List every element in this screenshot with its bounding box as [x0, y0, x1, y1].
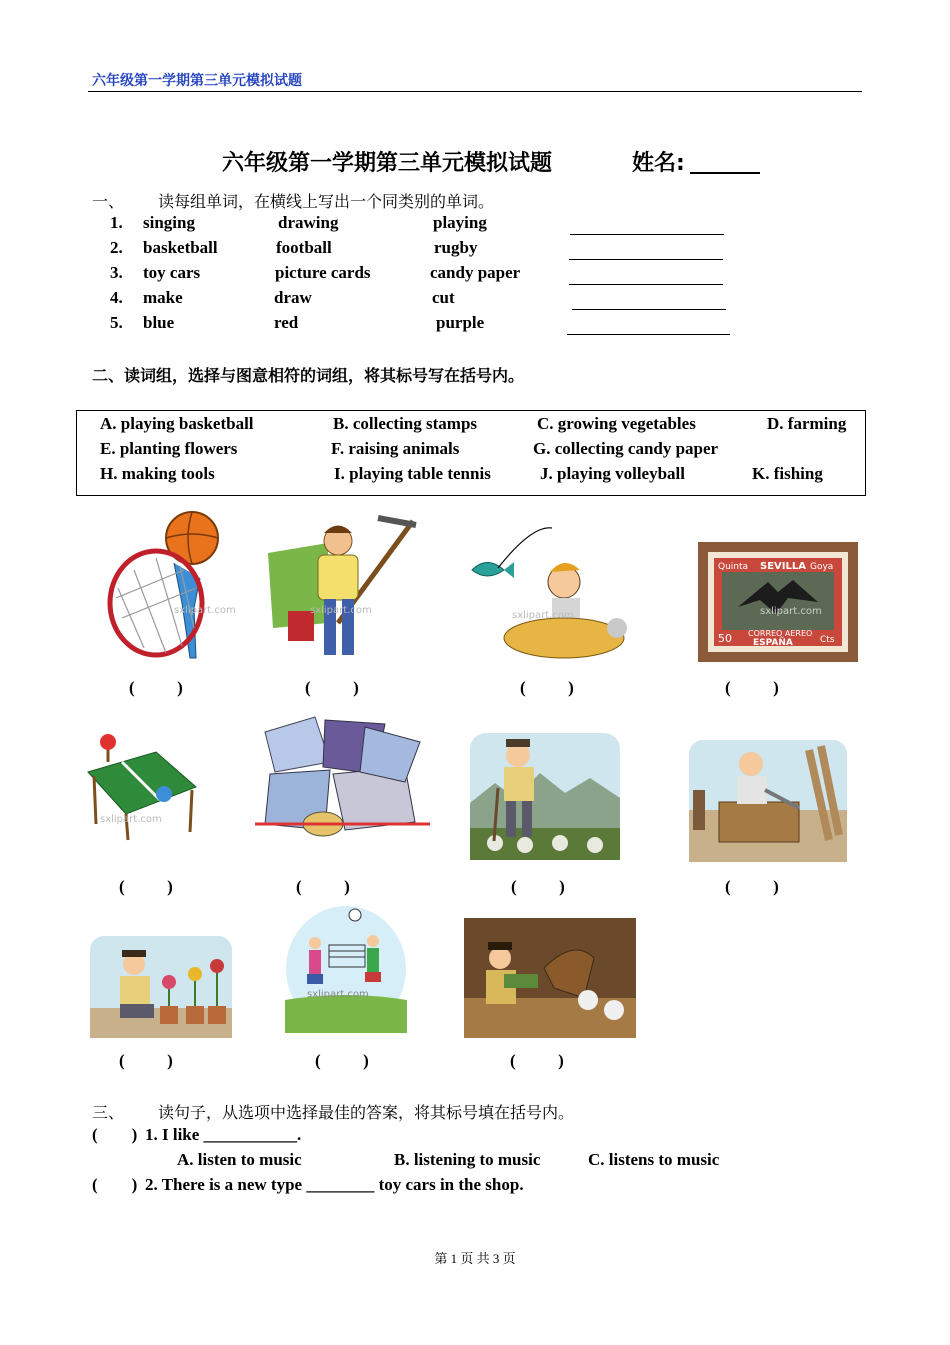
picture-fishing: [452, 520, 632, 662]
picture-candy-paper: [255, 712, 430, 862]
answer-paren[interactable]: ( ): [119, 1051, 173, 1070]
row-number: 2.: [110, 238, 123, 257]
watermark-text: sxlipart.com: [310, 605, 372, 616]
answer-paren[interactable]: ( ): [119, 877, 173, 896]
option: J. playing volleyball: [540, 464, 685, 483]
answer-paren[interactable]: ( ): [511, 877, 565, 896]
picture-table-tennis: [86, 732, 198, 842]
word: toy cars: [143, 263, 201, 282]
option: D. farming: [767, 414, 847, 433]
row-number: 4.: [110, 288, 123, 307]
answer-paren[interactable]: ( ): [510, 1051, 564, 1070]
running-header: 六年级第一学期第三单元模拟试题: [92, 73, 302, 89]
stamp-text: SEVILLA: [760, 561, 806, 572]
word: purple: [436, 313, 485, 332]
word: blue: [143, 313, 175, 332]
stamp-text: Quinta: [718, 562, 749, 572]
word: drawing: [278, 213, 339, 232]
picture-farmer-rake: [268, 513, 418, 663]
option: B. collecting stamps: [333, 414, 478, 433]
word: picture cards: [275, 263, 371, 282]
section1-instruction: 读每组单词，在横线上写出一个同类别的单词。: [158, 192, 495, 211]
word: football: [276, 238, 332, 257]
watermark-text: sxlipart.com: [760, 606, 822, 617]
word: rugby: [434, 238, 478, 257]
section2-instruction: 二、读词组，选择与图意相符的词组，将其标号写在括号内。: [92, 366, 525, 385]
answer-paren[interactable]: ( ): [725, 877, 779, 896]
answer-paren[interactable]: ( ): [296, 877, 350, 896]
option: A. listen to music: [177, 1150, 302, 1169]
option: E. planting flowers: [100, 439, 238, 458]
option: I. playing table tennis: [334, 464, 491, 483]
picture-stamp: [698, 542, 858, 662]
watermark-text: sxlipart.com: [100, 814, 162, 825]
answer-blank[interactable]: [572, 309, 726, 310]
picture-volleyball: [285, 905, 407, 1033]
option: H. making tools: [100, 464, 215, 483]
stamp-text: Goya: [810, 562, 834, 572]
option: C. growing vegetables: [537, 414, 696, 433]
word: cut: [432, 288, 455, 307]
option: B. listening to music: [394, 1150, 541, 1169]
word: playing: [433, 213, 487, 232]
answer-blank[interactable]: [569, 284, 723, 285]
answer-blank[interactable]: [569, 259, 723, 260]
question-1: 1. I like ___________.: [145, 1125, 302, 1144]
stamp-text: Cts: [820, 635, 835, 645]
option: G. collecting candy paper: [533, 439, 719, 458]
picture-growing-vegetables: [470, 733, 620, 860]
answer-paren[interactable]: ( ): [305, 678, 359, 697]
word: singing: [143, 213, 195, 232]
word: candy paper: [430, 263, 521, 282]
stamp-text: 50: [718, 632, 732, 645]
page-footer: 第 1 页 共 3 页: [434, 1251, 516, 1266]
row-number: 3.: [110, 263, 123, 282]
name-label: 姓名:: [632, 151, 685, 176]
answer-paren[interactable]: ( ): [129, 678, 183, 697]
answer-paren[interactable]: ( ): [315, 1051, 369, 1070]
picture-raising-animals: [464, 918, 636, 1038]
option: A. playing basketball: [100, 414, 254, 433]
name-blank: [690, 150, 760, 174]
section3-instruction: 读句子，从选项中选择最佳的答案，将其标号填在括号内。: [158, 1103, 575, 1122]
question-paren[interactable]: ( ): [92, 1125, 138, 1144]
answer-paren[interactable]: ( ): [725, 678, 779, 697]
word: basketball: [143, 238, 218, 257]
option: K. fishing: [752, 464, 823, 483]
row-number: 1.: [110, 213, 123, 232]
section3-number: 三、: [92, 1103, 125, 1122]
row-number: 5.: [110, 313, 123, 332]
stamp-text: ESPAÑA: [753, 638, 793, 648]
option: F. raising animals: [331, 439, 460, 458]
question-2: 2. There is a new type ________ toy cars in the shop.: [145, 1175, 524, 1194]
watermark-text: sxlipart.com: [307, 989, 369, 1000]
word: make: [143, 288, 183, 307]
picture-planting-flowers: [90, 936, 232, 1038]
answer-blank[interactable]: [567, 334, 730, 335]
watermark-text: sxlipart.com: [174, 605, 236, 616]
word: draw: [274, 288, 312, 307]
option: C. listens to music: [588, 1150, 720, 1169]
answer-paren[interactable]: ( ): [520, 678, 574, 697]
page-title: 六年级第一学期第三单元模拟试题: [222, 151, 553, 176]
picture-making-tools: [689, 740, 847, 862]
watermark-text: sxlipart.com: [512, 610, 574, 621]
header-rule: [88, 91, 862, 92]
picture-basketball: [104, 508, 236, 663]
question-paren[interactable]: ( ): [92, 1175, 138, 1194]
answer-blank[interactable]: [570, 234, 724, 235]
section1-number: 一、: [92, 192, 125, 211]
stamp-text: CORREO AEREO: [748, 629, 813, 638]
word: red: [274, 313, 299, 332]
